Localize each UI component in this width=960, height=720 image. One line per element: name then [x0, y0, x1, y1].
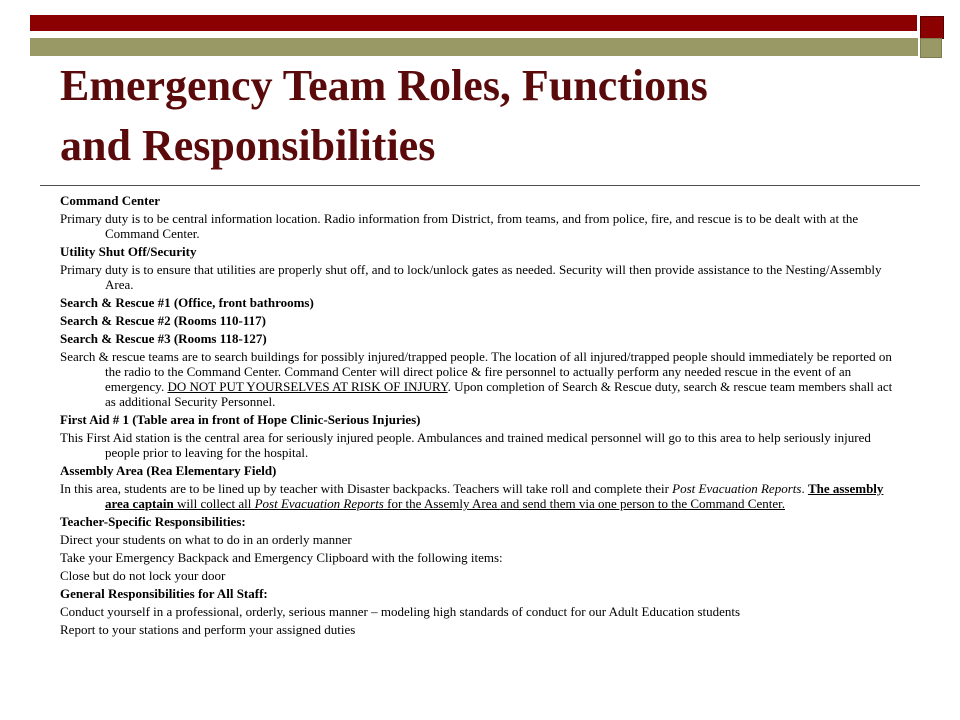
assembly-captain: The assembly area captain — [105, 481, 884, 511]
post-evac-reports-2: Post Evacuation Reports — [254, 496, 384, 511]
teacher-item-2: Take your Emergency Backpack and Emergency Clipboard with the following items: — [60, 550, 503, 565]
command-center-text: Primary duty is to be central information location. Radio information from District, from teams, and from police, fire, and rescue is to be dealt with at the Command Center. — [60, 211, 859, 241]
search-rescue-2-heading: Search & Rescue #2 (Rooms 110-117) — [60, 313, 266, 328]
corner-square-red — [920, 16, 944, 39]
slide-title — [60, 56, 910, 176]
search-rescue-text-a: Search & rescue teams are to search buildings for possibly injured/trapped people. The location of all injured/trapped people should immediately be reported on the radio to the Command Center. Command Center will direct police & fire personnel to actually perform any needed rescue in the event of an emergency. — [60, 349, 892, 394]
utility-text: Primary duty is to ensure that utilities are properly shut off, and to lock/unlock gates as needed. Security will then provide assistance to the Nesting/Assembly Area. — [60, 262, 882, 292]
utility-heading: Utility Shut Off/Security — [60, 244, 197, 259]
title-line-1: Emergency Team Roles, Functions — [60, 61, 708, 110]
search-rescue-1-heading: Search & Rescue #1 (Office, front bathrooms) — [60, 295, 314, 310]
teacher-item-1: Direct your students on what to do in an orderly manner — [60, 532, 352, 547]
teacher-heading: Teacher-Specific Responsibilities: — [60, 514, 246, 529]
command-center-heading: Command Center — [60, 193, 161, 208]
title-divider — [40, 185, 920, 186]
search-rescue-3-heading: Search & Rescue #3 (Rooms 118-127) — [60, 331, 267, 346]
assembly-text-a: In this area, students are to be lined up by teacher with Disaster backpacks. Teachers will take roll and complete their — [60, 481, 673, 496]
search-rescue-text-b: . Upon completion of Search & Rescue duty, search & rescue team members shall act as additional Security Personnel. — [105, 379, 893, 409]
assembly-text-d: for the Assemly Area and send them via one person to the Command Center. — [383, 496, 785, 511]
general-heading: General Responsibilities for All Staff: — [60, 586, 268, 601]
assembly-text — [60, 481, 900, 511]
title-line-2: and Responsibilities — [60, 121, 436, 170]
teacher-item-3: Close but do not lock your door — [60, 568, 226, 583]
general-item-2: Report to your stations and perform your assigned duties — [60, 622, 356, 637]
post-evac-reports-1: Post Evacuation Reports — [672, 481, 802, 496]
risk-warning: DO NOT PUT YOURSELVES AT RISK OF INJURY — [167, 379, 448, 394]
corner-square-olive — [920, 38, 942, 58]
first-aid-text: This First Aid station is the central area for seriously injured people. Ambulances and trained medical personnel will go to this area to help seriously injured people prior to leaving for the hospital. — [60, 430, 871, 460]
assembly-heading: Assembly Area (Rea Elementary Field) — [60, 463, 277, 478]
header-accent-bar — [30, 15, 917, 31]
first-aid-heading: First Aid # 1 (Table area in front of Hope Clinic-Serious Injuries) — [60, 412, 421, 427]
general-item-1: Conduct yourself in a professional, orderly, serious manner – modeling high standards of conduct for our Adult Education students — [60, 604, 741, 619]
assembly-text-c: will collect all — [173, 496, 255, 511]
search-rescue-text — [60, 349, 900, 409]
assembly-text-b: . — [801, 481, 808, 496]
slide-body — [60, 193, 900, 640]
header-band — [30, 38, 918, 56]
